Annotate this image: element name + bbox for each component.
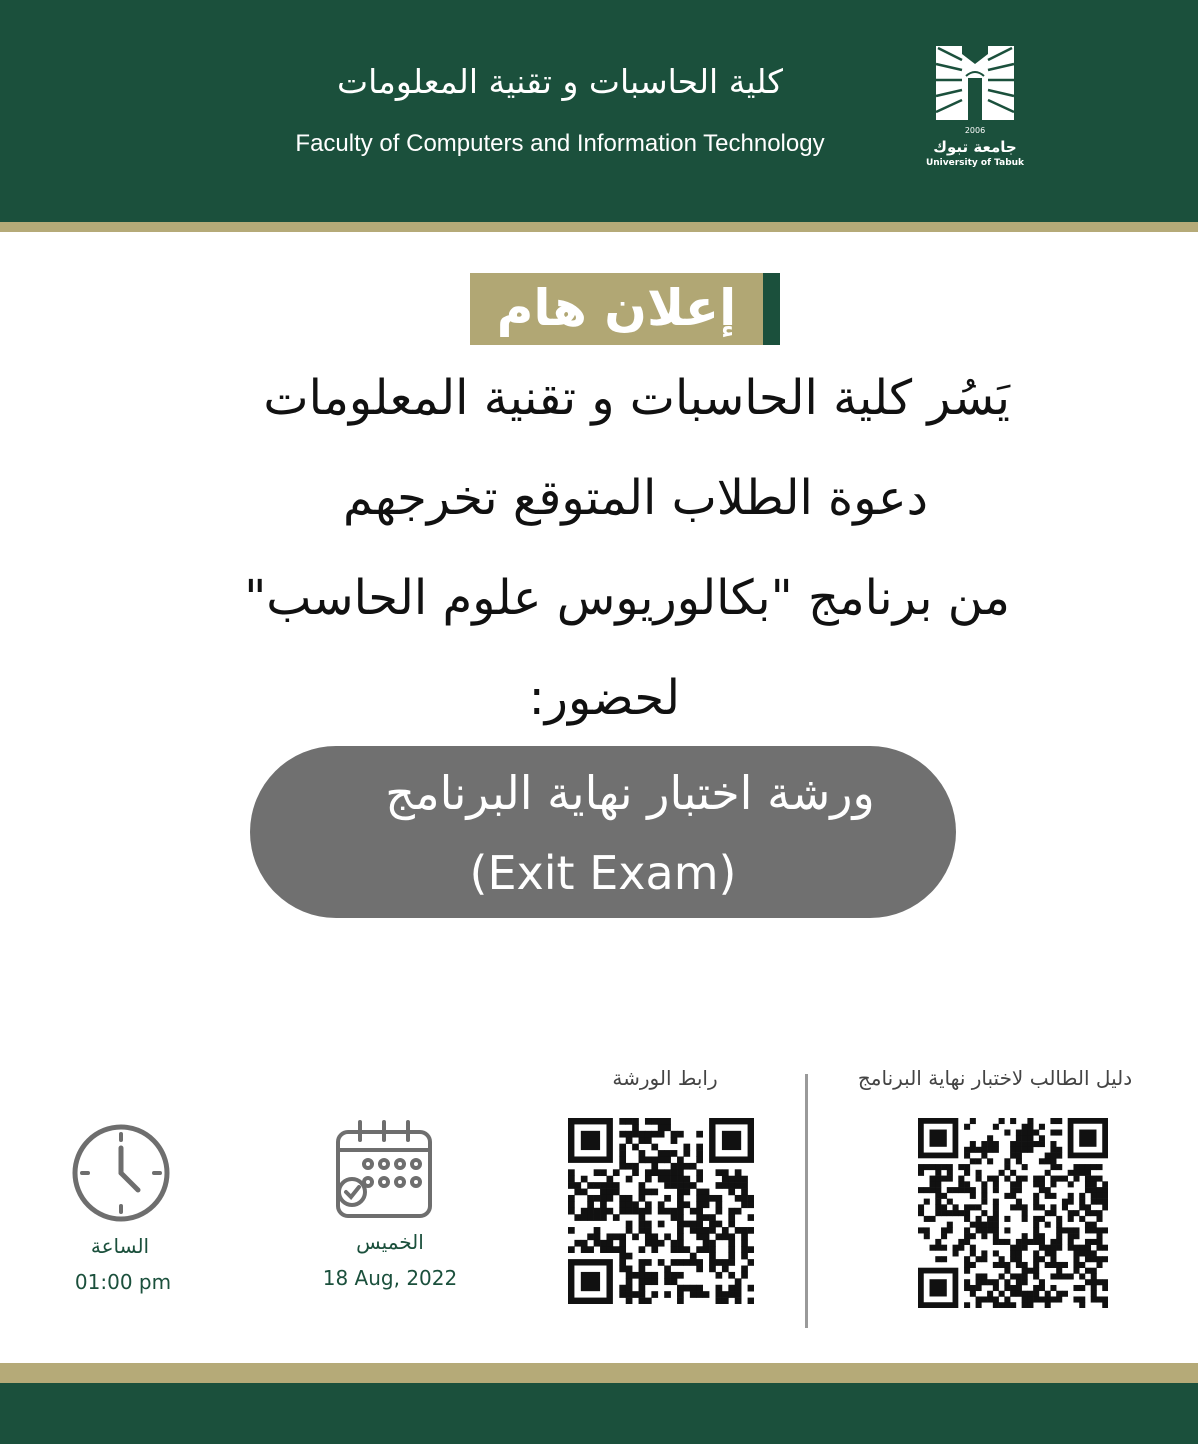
event-date: 18 Aug, 2022	[322, 1266, 458, 1290]
body-line-1: يَسُر كلية الحاسبات و تقنية المعلومات	[263, 370, 1010, 426]
gold-divider-top	[0, 222, 1198, 232]
body-line-4: لحضور:	[528, 670, 680, 726]
university-logo	[922, 40, 1028, 174]
event-time: 01:00 pm	[74, 1270, 172, 1294]
clock-icon	[70, 1122, 172, 1224]
event-title-en: (Exit Exam)	[469, 846, 737, 900]
faculty-name-ar: كلية الحاسبات و تقنية المعلومات	[337, 62, 783, 101]
announcement-badge	[470, 273, 780, 345]
faculty-name-en: Faculty of Computers and Information Technology	[295, 130, 825, 157]
time-label: الساعة	[90, 1234, 150, 1258]
university-emblem-icon	[922, 40, 1028, 130]
badge-accent-bar	[763, 273, 780, 345]
day-label: الخميس	[356, 1230, 424, 1254]
guide-qr-title: دليل الطالب لاختبار نهاية البرنامج	[857, 1066, 1133, 1090]
event-title-ar: ورشة اختبار نهاية البرنامج	[385, 766, 875, 820]
workshop-qr-title: رابط الورشة	[612, 1066, 718, 1090]
workshop-qr-code-icon[interactable]	[568, 1118, 754, 1304]
logo-name-en: University of Tabuk	[925, 158, 1025, 168]
calendar-icon	[332, 1118, 436, 1222]
gold-divider-bottom	[0, 1363, 1198, 1383]
header-bar	[0, 0, 1198, 222]
event-pill	[250, 746, 956, 918]
guide-qr-code-icon[interactable]	[918, 1118, 1108, 1308]
footer-bar	[0, 1383, 1198, 1444]
body-line-2: دعوة الطلاب المتوقع تخرجهم	[343, 470, 928, 526]
qr-divider	[805, 1074, 808, 1328]
logo-year: 2006	[964, 126, 986, 135]
body-line-3: من برنامج "بكالوريوس علوم الحاسب"	[244, 570, 1010, 626]
logo-name-ar: جامعة تبوك	[933, 138, 1017, 156]
announcement-badge-text: إعلان هام	[496, 279, 737, 337]
